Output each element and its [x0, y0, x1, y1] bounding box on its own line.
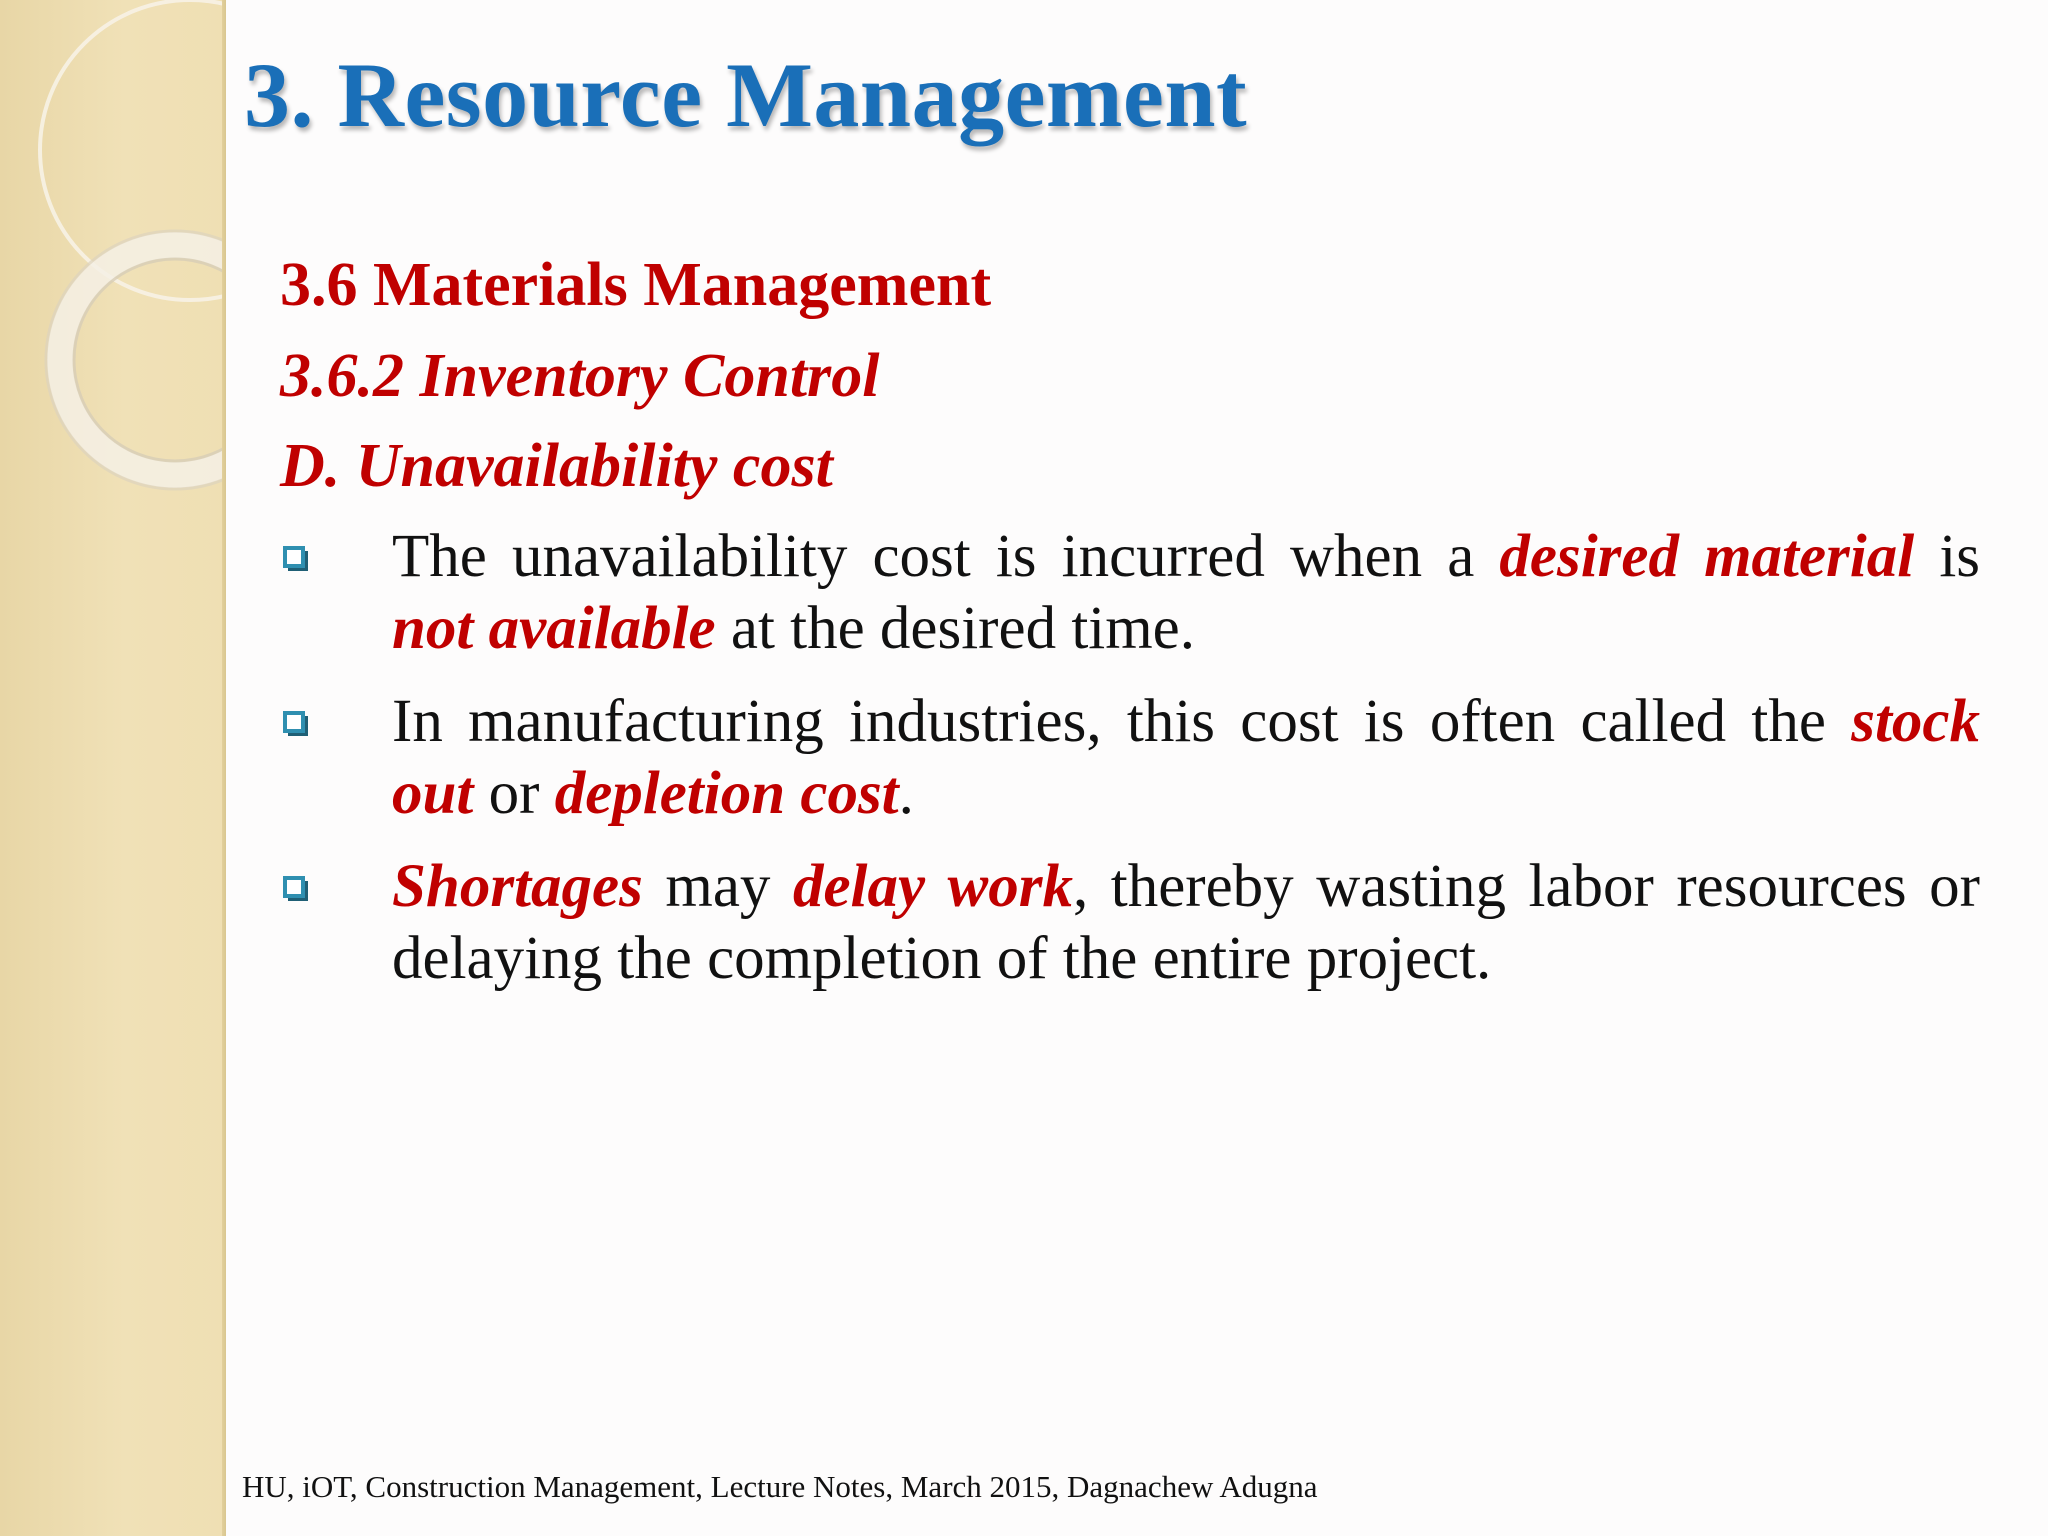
- bullet-text-run: at the desired time.: [715, 595, 1195, 662]
- slide-title: 3. Resource Management: [244, 44, 1248, 146]
- hollow-square-bullet-icon: [282, 875, 308, 901]
- decorative-ring-icon: [0, 0, 226, 520]
- emphasis-text: not available: [392, 595, 716, 662]
- bullet-text: [392, 851, 1980, 995]
- section-heading: 3.6 Materials Management: [280, 251, 992, 319]
- side-panel: [0, 0, 226, 1536]
- emphasis-text: delay work: [792, 853, 1073, 920]
- emphasis-text: desired material: [1499, 523, 1915, 590]
- bullet-text-run: is: [1914, 523, 1981, 590]
- emphasis-text: stock out: [392, 688, 1980, 827]
- topic-heading: D. Unavailability cost: [280, 432, 833, 500]
- bullet-text: [392, 686, 1980, 830]
- bullet-text: [392, 521, 1980, 665]
- slide-footer: HU, iOT, Construction Management, Lecture Notes, March 2015, Dagnachew Adugna: [242, 1469, 1318, 1504]
- emphasis-text: Shortages: [392, 853, 643, 920]
- hollow-square-bullet-icon: [282, 710, 308, 736]
- bullet-text-run: The unavailability cost is incurred when a: [392, 523, 1500, 590]
- bullet-text-run: , thereby wasting labor resources or delaying the completion of the entire project.: [392, 853, 1980, 992]
- bullet-text-run: .: [898, 760, 914, 827]
- bullet-text-run: In manufacturing industries, this cost is often called the: [392, 688, 1852, 755]
- bullet-text-run: or: [473, 760, 555, 827]
- subsection-heading: 3.6.2 Inventory Control: [280, 342, 880, 410]
- hollow-square-bullet-icon: [282, 545, 308, 571]
- bullet-text-run: may: [642, 853, 793, 920]
- emphasis-text: depletion cost: [554, 760, 899, 827]
